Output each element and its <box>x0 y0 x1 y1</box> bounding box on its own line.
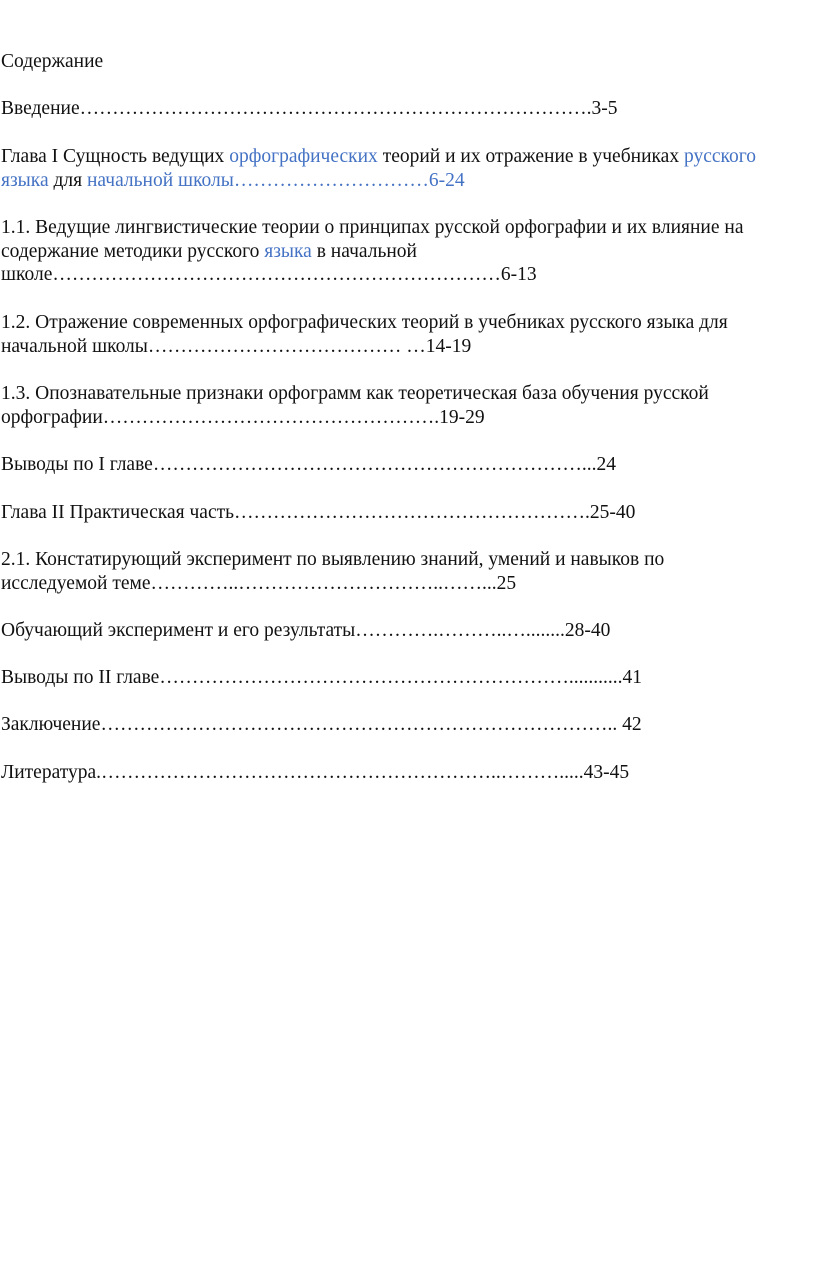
toc-text: Выводы по II главе………………………………………………………...........41 <box>1 667 642 688</box>
toc-entry <box>1 382 815 429</box>
toc-entry-line <box>1 572 815 596</box>
toc-text: 2.1. Констатирующий эксперимент по выявлению знаний, умений и навыков по <box>1 549 665 570</box>
toc-entry-line <box>1 97 815 121</box>
toc-text: Заключение…………………………………………………………………….. 42 <box>1 714 642 735</box>
toc-title: Содержание <box>1 51 104 72</box>
toc-text: начальной школы………………………………… …14-19 <box>1 335 472 357</box>
toc-entry <box>1 145 815 192</box>
toc-text: Глава II Практическая часть……………………………………………….25-40 <box>1 502 636 523</box>
toc-entry <box>1 713 815 737</box>
toc-entry <box>1 311 815 358</box>
toc-text: орфографии…………………………………………….19-29 <box>1 406 485 428</box>
toc-entry <box>1 761 815 785</box>
toc-entry <box>1 97 815 121</box>
toc-text: Обучающий эксперимент и его результаты………….………..…........28-40 <box>1 620 611 641</box>
toc-entry <box>1 548 815 595</box>
toc-text: Глава I Сущность ведущих <box>1 146 230 167</box>
toc-link-text[interactable]: орфографических <box>229 146 378 167</box>
toc-entry-line <box>1 311 815 335</box>
toc-text: в начальной <box>311 240 417 262</box>
toc-entry-line <box>1 453 815 477</box>
toc-entry-line <box>1 169 815 193</box>
toc-entry <box>1 501 815 525</box>
toc-entry-line <box>1 619 815 643</box>
toc-entry-line <box>1 666 815 690</box>
toc-entry-line <box>1 761 815 785</box>
toc-entry <box>1 453 815 477</box>
toc-text: 1.2. Отражение современных орфографических теорий в учебниках русского языка для <box>1 312 728 333</box>
toc-entry-line <box>1 216 815 240</box>
toc-link-text[interactable]: языка <box>1 169 49 191</box>
toc-entry-line <box>1 145 815 169</box>
toc-entry <box>1 666 815 690</box>
toc-link-text[interactable]: языка <box>264 240 312 262</box>
toc-entry-line <box>1 263 815 287</box>
toc-text: исследуемой теме…………..…………………………..……...25 <box>1 572 517 594</box>
toc-entry <box>1 619 815 643</box>
toc-text: школе……………………………………………………………6-13 <box>1 264 537 285</box>
toc-link-text[interactable]: русского <box>683 146 757 167</box>
toc-text: 1.1. Ведущие лингвистические теории о принципах русской орфографии и их влияние на <box>1 217 744 238</box>
toc-text: Литература.……………………………………………………..……….....43-45 <box>1 762 630 783</box>
toc-entry-line <box>1 713 815 737</box>
toc-text: содержание методики русского <box>1 240 265 262</box>
toc-text: теорий и их отражение в учебниках <box>377 146 684 167</box>
toc-entry-line <box>1 548 815 572</box>
toc-entry-line <box>1 382 815 406</box>
toc-entry-line <box>1 335 815 359</box>
toc-entry-line <box>1 240 815 264</box>
toc-entry-line <box>1 501 815 525</box>
toc-entry <box>1 216 815 287</box>
toc-entry-line <box>1 406 815 430</box>
toc-text: Введение…………………………………………………………………….3-5 <box>1 98 618 119</box>
toc-text: 1.3. Опознавательные признаки орфограмм как теоретическая база обучения русской <box>1 383 709 404</box>
toc-text: Выводы по I главе…………………………………………………………...24 <box>1 454 616 475</box>
toc-text: для <box>48 169 87 191</box>
toc-link-text[interactable]: начальной школы…………………………6-24 <box>86 169 465 191</box>
